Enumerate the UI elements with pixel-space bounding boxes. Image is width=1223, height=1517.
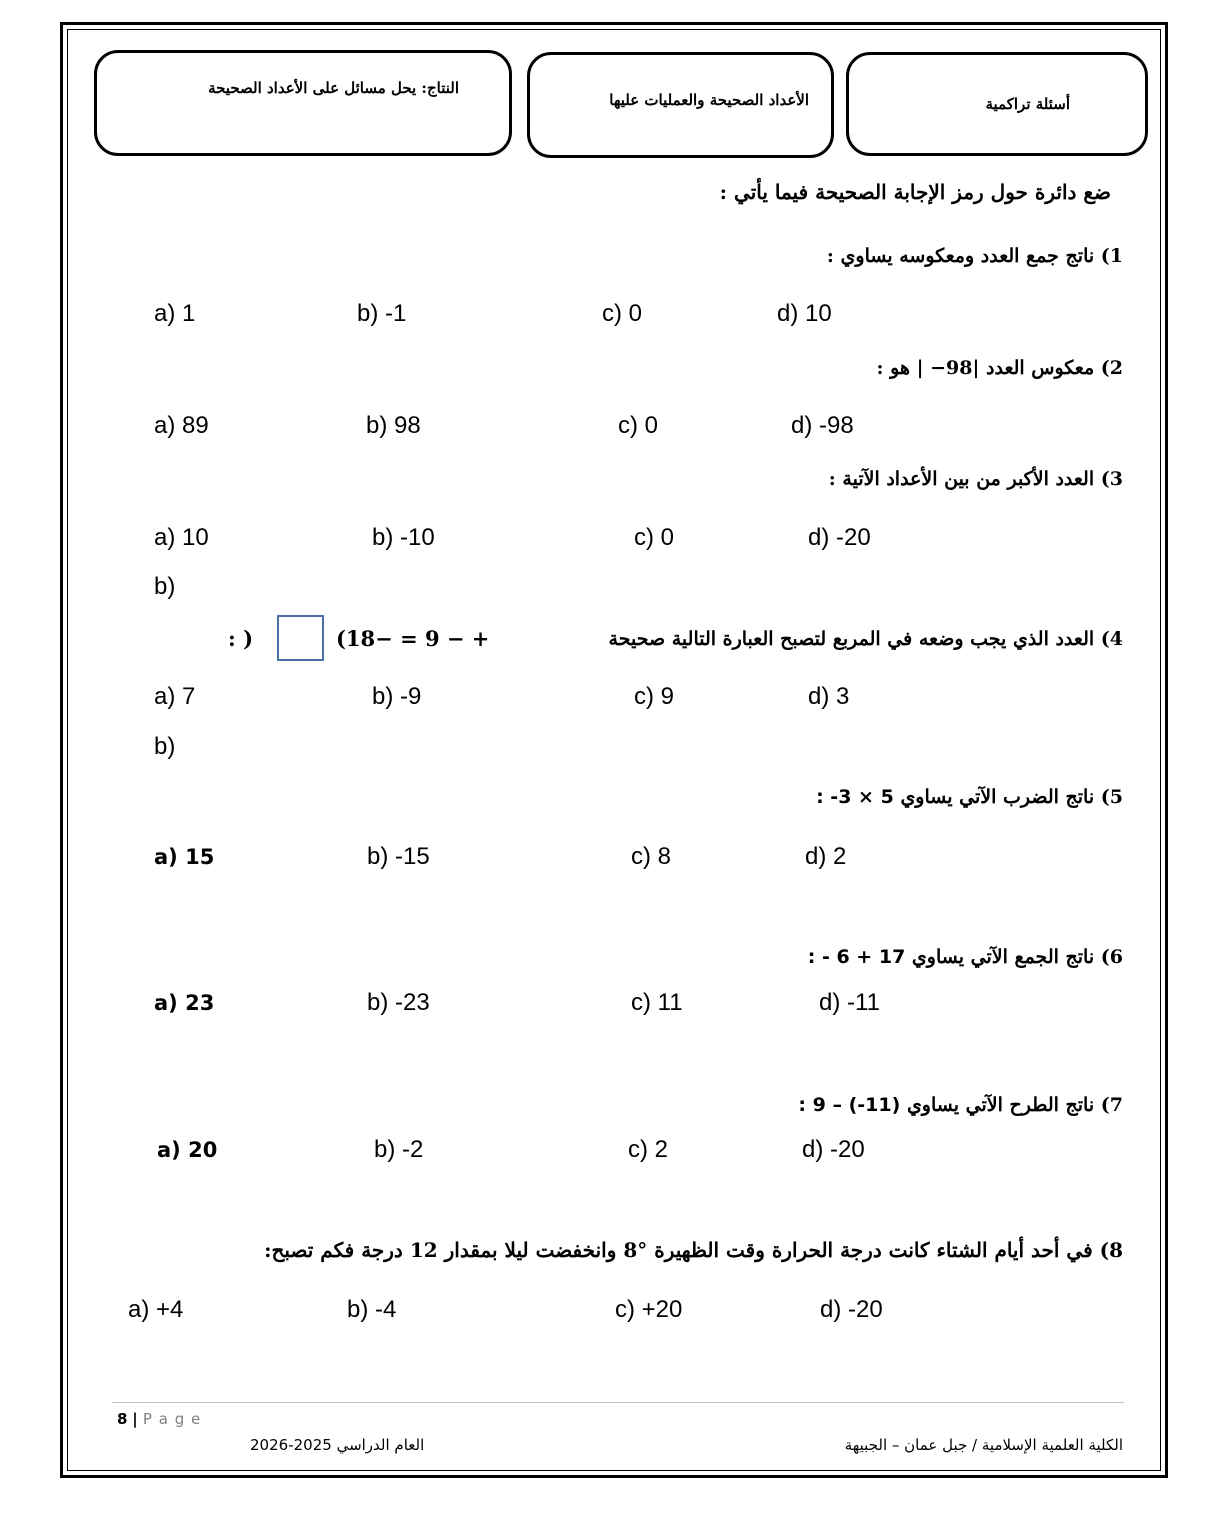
q4-equation: (18− = 9 − + [336, 626, 490, 651]
question-text: العدد الأكبر من بين الأعداد الآتية : [828, 468, 1095, 490]
question-number: 6) [1100, 946, 1123, 968]
question-text: ناتج جمع العدد ومعكوسه يساوي : [826, 245, 1095, 267]
q4-option-a[interactable]: a) 7 [154, 683, 196, 710]
q7-option-b[interactable]: b) -2 [374, 1136, 424, 1163]
question-number: 2) [1100, 357, 1123, 379]
q8-option-b[interactable]: b) -4 [347, 1296, 397, 1323]
q1-option-c[interactable]: c) 0 [602, 300, 643, 327]
q4-option-d[interactable]: d) 3 [808, 683, 850, 710]
q3-option-c[interactable]: c) 0 [634, 524, 675, 551]
question-6 [808, 946, 1123, 968]
question-1 [827, 245, 1123, 267]
question-expression: 5 × 3- : [816, 786, 894, 808]
question-expression: (11-) – 9 : [798, 1094, 901, 1116]
question-text: ناتج الطرح الآتي يساوي [906, 1094, 1095, 1116]
header-outcome: النتاج: يحل مسائل على الأعداد الصحيحة [208, 79, 459, 97]
q4-option-c[interactable]: c) 9 [634, 683, 675, 710]
q2-option-d[interactable]: d) -98 [791, 412, 854, 439]
question-5 [816, 786, 1123, 808]
q5-option-b[interactable]: b) -15 [367, 843, 430, 870]
academic-year: العام الدراسي 2025-2026 [250, 1436, 425, 1454]
q5-option-c[interactable]: c) 8 [631, 843, 672, 870]
q5-option-a[interactable]: a) 15 [154, 845, 215, 869]
answer-box[interactable] [277, 615, 324, 661]
instruction: ضع دائرة حول رمز الإجابة الصحيحة فيما يأتي : [719, 180, 1111, 204]
question-text: ناتج الضرب الآتي يساوي [900, 786, 1095, 808]
question-text: في أحد أيام الشتاء كانت درجة الحرارة وقت الظهيرة °8 وانخفضت ليلا بمقدار 12 درجة فكم تصبح: [264, 1238, 1093, 1262]
question-text: ناتج الجمع الآتي يساوي [911, 946, 1095, 968]
q8-option-a[interactable]: a) +4 [128, 1296, 184, 1323]
question-expression: 17 + 6 - : [807, 946, 906, 968]
school-name: الكلية العلمية الإسلامية / جبل عمان – الجبيهة [844, 1436, 1123, 1454]
question-number: 8) [1099, 1238, 1123, 1262]
q2-option-a[interactable]: a) 89 [154, 412, 209, 439]
question-7 [798, 1094, 1123, 1116]
header-topic: الأعداد الصحيحة والعمليات عليها [609, 91, 809, 109]
q7-option-a[interactable]: a) 20 [157, 1138, 218, 1162]
q4-extra: b) [154, 733, 176, 760]
header-outcome-box [94, 50, 512, 156]
header-topic-box [527, 52, 834, 158]
page-number [117, 1410, 201, 1428]
page-label: P a g e [142, 1410, 202, 1428]
q4-close: : ) [228, 626, 253, 651]
question-4 [609, 628, 1123, 650]
page-num: 8 [117, 1410, 128, 1428]
q6-option-a[interactable]: a) 23 [154, 991, 215, 1015]
q3-option-b[interactable]: b) -10 [372, 524, 435, 551]
question-text: العدد الذي يجب وضعه في المربع لتصبح العبارة التالية صحيحة [608, 628, 1095, 650]
q3-extra: b) [154, 573, 176, 600]
q7-option-d[interactable]: d) -20 [802, 1136, 865, 1163]
q5-option-d[interactable]: d) 2 [805, 843, 847, 870]
question-number: 1) [1100, 245, 1123, 267]
header-type-box [846, 52, 1148, 156]
q2-option-c[interactable]: c) 0 [618, 412, 659, 439]
q1-option-d[interactable]: d) 10 [777, 300, 832, 327]
q8-option-d[interactable]: d) -20 [820, 1296, 883, 1323]
q1-option-b[interactable]: b) -1 [357, 300, 407, 327]
q6-option-b[interactable]: b) -23 [367, 989, 430, 1016]
question-3 [829, 468, 1123, 490]
header-type: أسئلة تراكمية [985, 95, 1070, 113]
question-number: 3) [1100, 468, 1123, 490]
q6-option-d[interactable]: d) -11 [819, 989, 880, 1016]
page-separator: | [132, 1410, 143, 1428]
q6-option-c[interactable]: c) 11 [631, 989, 683, 1016]
q3-option-a[interactable]: a) 10 [154, 524, 209, 551]
footer-divider [112, 1402, 1124, 1403]
question-number: 5) [1100, 786, 1123, 808]
question-number: 4) [1100, 628, 1123, 650]
question-number: 7) [1100, 1094, 1123, 1116]
q3-option-d[interactable]: d) -20 [808, 524, 871, 551]
question-2 [877, 357, 1124, 379]
q8-option-c[interactable]: c) +20 [615, 1296, 683, 1323]
question-text: معكوس العدد |98− | هو : [876, 357, 1095, 379]
q7-option-c[interactable]: c) 2 [628, 1136, 669, 1163]
q4-option-b[interactable]: b) -9 [372, 683, 422, 710]
q2-option-b[interactable]: b) 98 [366, 412, 421, 439]
q1-option-a[interactable]: a) 1 [154, 300, 196, 327]
question-8 [264, 1238, 1123, 1262]
